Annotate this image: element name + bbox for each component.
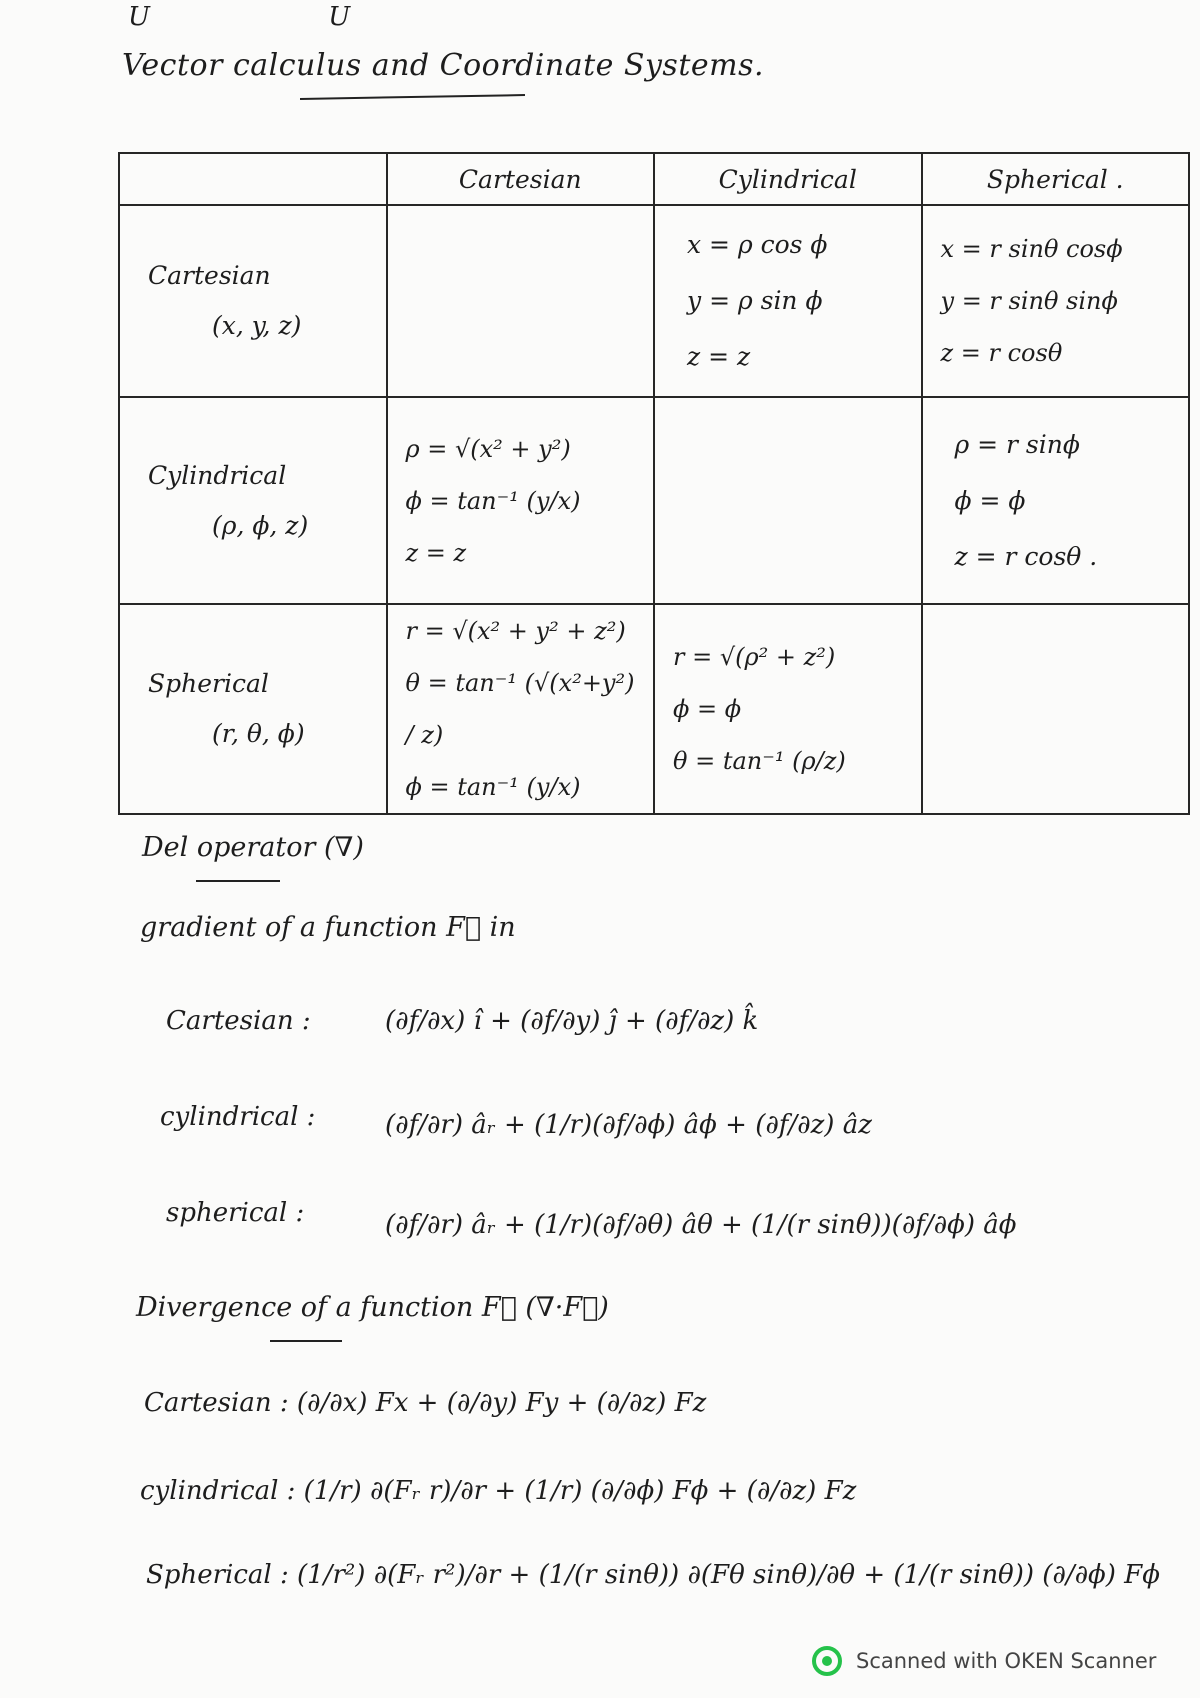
equation: θ = tan⁻¹ (ρ/z) xyxy=(673,747,846,775)
divergence-spherical-formula: Spherical : (1/r²) ∂(Fᵣ r²)/∂r + (1/(r sinθ)) ∂(Fθ sinθ)/∂θ + (1/(r sinθ)) (∂/∂ϕ) Fϕ xyxy=(146,1560,1160,1590)
equation: z = r cosθ . xyxy=(954,541,1098,571)
del-underline xyxy=(196,880,280,882)
equation: y = ρ sin ϕ xyxy=(687,286,823,315)
equation: x = r sinθ cosϕ xyxy=(940,235,1123,263)
header-spherical: Spherical . xyxy=(922,153,1190,205)
table-row-cartesian xyxy=(119,205,1189,397)
table-header-row xyxy=(119,153,1189,205)
gradient-heading: gradient of a function F⃗ in xyxy=(140,912,516,943)
del-operator-heading: Del operator (∇) xyxy=(142,832,364,863)
top-mark: U xyxy=(128,2,150,32)
row-label-cartesian xyxy=(119,205,387,397)
scanner-watermark xyxy=(812,1646,1156,1676)
title-underline xyxy=(300,94,525,100)
row-label: Spherical xyxy=(148,669,269,698)
row-label-cylindrical xyxy=(119,397,387,604)
divergence-underline xyxy=(270,1340,342,1342)
row-label: Cylindrical xyxy=(148,460,287,490)
cell-spherical-from-cartesian xyxy=(387,604,655,814)
top-marks xyxy=(128,2,520,32)
table-row-spherical xyxy=(119,604,1189,814)
gradient-cylindrical-formula: (∂f/∂r) âᵣ + (1/r)(∂f/∂ϕ) âϕ + (∂f/∂z) âz xyxy=(385,1110,872,1140)
equation: z = z xyxy=(405,538,467,567)
divergence-cylindrical-formula: cylindrical : (1/r) ∂(Fᵣ r)/∂r + (1/r) (∂/∂ϕ) Fϕ + (∂/∂z) Fz xyxy=(140,1476,857,1506)
equation: ρ = r sinϕ xyxy=(954,429,1080,459)
header-empty-cell xyxy=(119,153,387,205)
cell-cartesian-from-cylindrical xyxy=(654,205,922,397)
equation: x = ρ cos ϕ xyxy=(687,230,828,259)
cell-cylindrical-from-cartesian xyxy=(387,397,655,604)
cell-spherical-to-spherical xyxy=(922,604,1190,814)
gradient-cartesian-formula: (∂f/∂x) î + (∂f/∂y) ĵ + (∂f/∂z) k̂ xyxy=(385,1006,759,1036)
cell-spherical-from-cylindrical xyxy=(654,604,922,814)
row-coords: (x, y, z) xyxy=(212,311,302,340)
gradient-cylindrical-label: cylindrical : xyxy=(160,1102,316,1132)
coordinate-conversion-table xyxy=(118,152,1190,815)
gradient-cartesian-label: Cartesian : xyxy=(166,1006,311,1036)
cell-cartesian-from-spherical xyxy=(922,205,1190,397)
scanner-watermark-text: Scanned with OKEN Scanner xyxy=(856,1649,1157,1673)
page-title: Vector calculus and Coordinate Systems. xyxy=(122,48,765,83)
cell-cylindrical-from-spherical xyxy=(922,397,1190,604)
oken-scanner-logo-icon xyxy=(812,1646,842,1676)
equation: ϕ = tan⁻¹ (y/x) xyxy=(405,773,581,801)
equation: z = r cosθ xyxy=(940,339,1063,367)
divergence-heading: Divergence of a function F⃗ (∇·F⃗) xyxy=(136,1292,609,1323)
equation: r = √(ρ² + z²) xyxy=(673,643,836,671)
equation: ϕ = ϕ xyxy=(954,485,1026,515)
header-cylindrical: Cylindrical xyxy=(654,153,922,205)
equation: ϕ = tan⁻¹ (y/x) xyxy=(405,486,581,515)
equation: z = z xyxy=(687,342,751,371)
top-mark: U xyxy=(328,2,351,32)
equation: r = √(x² + y² + z²) xyxy=(405,617,626,645)
row-label: Cartesian xyxy=(148,261,271,290)
row-label-spherical xyxy=(119,604,387,814)
gradient-spherical-formula: (∂f/∂r) âᵣ + (1/r)(∂f/∂θ) âθ + (1/(r sinθ))(∂f/∂ϕ) âϕ xyxy=(385,1210,1017,1240)
cell-cartesian-to-cartesian xyxy=(387,205,655,397)
equation: y = r sinθ sinϕ xyxy=(940,287,1118,315)
gradient-spherical-label: spherical : xyxy=(166,1198,305,1228)
equation: ϕ = ϕ xyxy=(673,695,742,723)
row-coords: (ρ, ϕ, z) xyxy=(212,510,309,540)
header-cartesian: Cartesian xyxy=(387,153,655,205)
cell-cylindrical-to-cylindrical xyxy=(654,397,922,604)
table-row-cylindrical xyxy=(119,397,1189,604)
equation: ρ = √(x² + y²) xyxy=(405,434,571,463)
row-coords: (r, θ, ϕ) xyxy=(212,719,305,748)
divergence-cartesian-formula: Cartesian : (∂/∂x) Fx + (∂/∂y) Fy + (∂/∂z) Fz xyxy=(144,1388,707,1418)
equation: θ = tan⁻¹ (√(x²+y²) / z) xyxy=(405,669,635,749)
